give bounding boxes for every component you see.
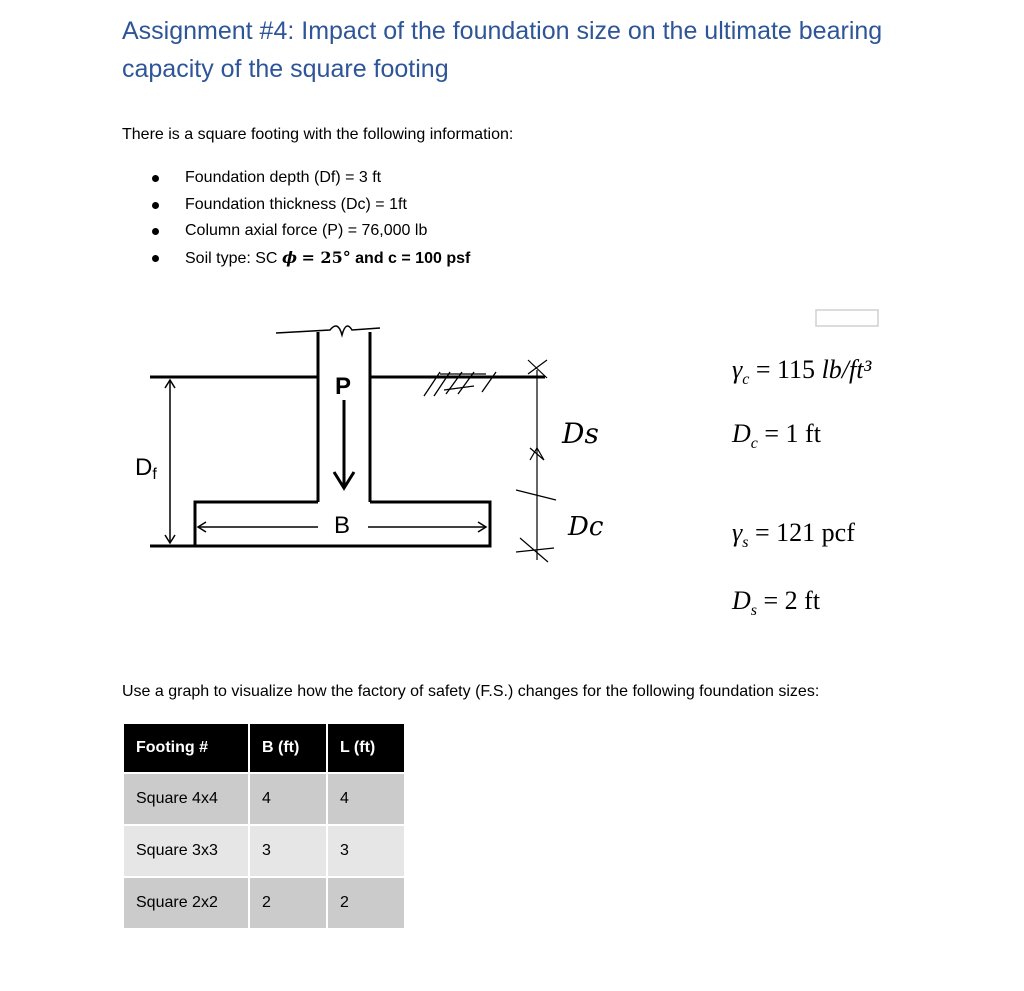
width-label: B xyxy=(334,512,351,539)
dc-handwritten-label: Dc xyxy=(568,512,604,542)
table-row xyxy=(124,774,404,824)
list-item: Foundation thickness (Dc) = 1ft xyxy=(152,193,470,220)
table-header-row xyxy=(124,724,404,772)
table-cell: 2 xyxy=(250,878,326,928)
table-cell: 2 xyxy=(328,878,404,928)
table-cell: Square 2x2 xyxy=(124,878,248,928)
bullet-icon xyxy=(152,228,159,235)
header-b: B (ft) xyxy=(250,724,326,772)
list-item: Soil type: SC ϕ = 25° and c = 100 psf xyxy=(152,246,470,273)
gamma-s-equation: $\gamma_s = 121$ pcf xyxy=(732,518,855,551)
header-footing: Footing # xyxy=(124,724,248,772)
table-cell: 4 xyxy=(328,774,404,824)
table-cell: 4 xyxy=(250,774,326,824)
header-l: L (ft) xyxy=(328,724,404,772)
depth-label: Df xyxy=(135,454,157,483)
table-row xyxy=(124,878,404,928)
table-cell: 3 xyxy=(250,826,326,876)
table-cell: Square 4x4 xyxy=(124,774,248,824)
phi-symbol: ϕ xyxy=(281,247,297,267)
table-cell: 3 xyxy=(328,826,404,876)
list-item: Column axial force (P) = 76,000 lb xyxy=(152,219,470,246)
dc-equation: $D_c = 1$ ft xyxy=(732,419,821,452)
bullet-icon xyxy=(152,202,159,209)
ds-handwritten-label: Ds xyxy=(562,417,599,450)
footing-diagram xyxy=(0,290,1024,590)
bullet-icon xyxy=(152,175,159,182)
gamma-c-equation: $\gamma_c = 115$ lb/ft³ xyxy=(732,355,872,388)
table-row xyxy=(124,826,404,876)
page-title: Assignment #4: Impact of the foundation size on the ultimate bearing capacity of the square footing xyxy=(122,17,883,83)
bullet-icon xyxy=(152,255,159,262)
list-item: Foundation depth (Df) = 3 ft xyxy=(152,166,470,193)
unit-lb-ft3: lb/ft³ xyxy=(821,355,872,384)
ds-equation: $D_s = 2$ ft xyxy=(732,586,821,619)
intro-text: There is a square footing with the following information: xyxy=(122,126,514,143)
instruction-text: Use a graph to visualize how the factory of safety (F.S.) changes for the following foundation sizes: xyxy=(122,683,820,700)
info-list xyxy=(152,166,470,272)
table-cell: Square 3x3 xyxy=(124,826,248,876)
foundation-sizes-table xyxy=(122,722,406,930)
load-label: P xyxy=(335,373,352,400)
